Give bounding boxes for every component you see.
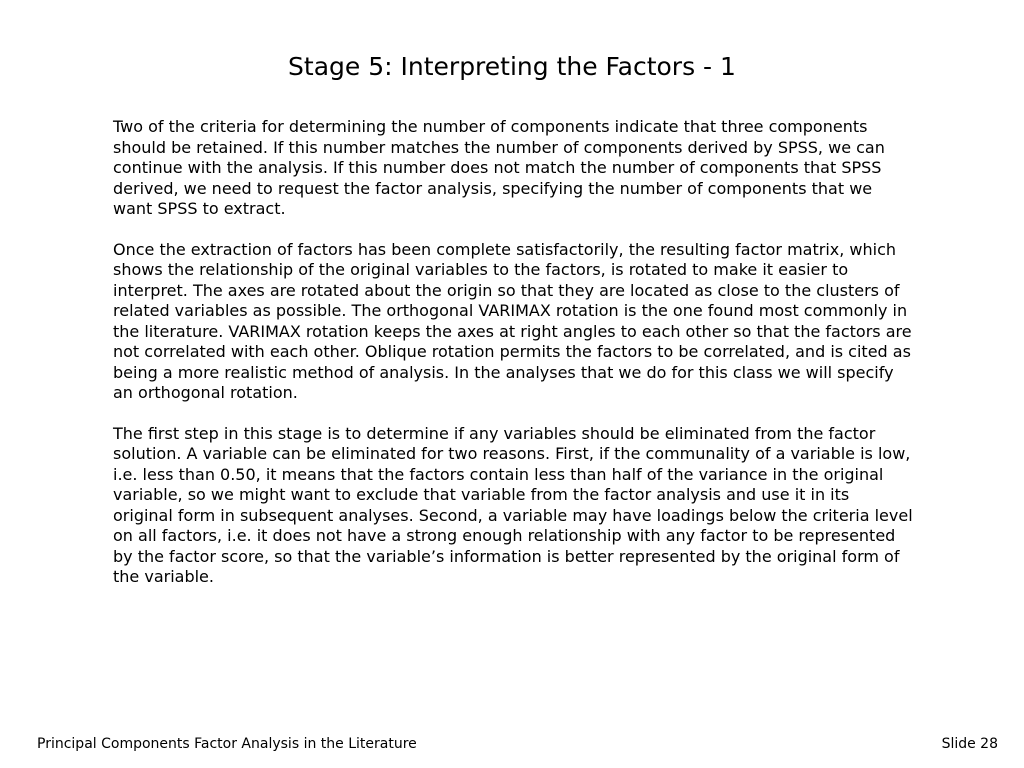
body-paragraph-2: Once the extraction of factors has been complete satisfactorily, the resulting factor matrix, which shows the relationship of the original variables to the factors, is rotated to make it easier to interpret. The axes are rotated about the origin so that they are located as close to the clusters of related variables as possible. The orthogonal VARIMAX rotation is the one found most commonly in the literature. VARIMAX rotation keeps the axes at right angles to each other so that the factors are not correlated with each other. Oblique rotation permits the factors to be correlated, and is cited as being a more realistic method of analysis. In the analyses that we do for this class we will specify an orthogonal rotation.: [113, 239, 912, 402]
body-paragraph-3: The first step in this stage is to determine if any variables should be eliminated from the factor solution. A variable can be eliminated for two reasons. First, if the communality of a variable is low, i.e. less than 0.50, it means that the factors contain less than half of the variance in the original variable, so we might want to exclude that variable from the factor analysis and use it in its original form in subsequent analyses. Second, a variable may have loadings below the criteria level on all factors, i.e. it does not have a strong enough relationship with any factor to be represented by the factor score, so that the variable’s information is better represented by the original form of the variable.: [113, 423, 913, 586]
footer-presentation-title: Principal Components Factor Analysis in the Literature: [37, 736, 417, 752]
slide-body: [113, 117, 913, 608]
slide-title: Stage 5: Interpreting the Factors - 1: [288, 52, 736, 81]
body-paragraph-1: Two of the criteria for determining the number of components indicate that three components should be retained. If this number matches the number of components derived by SPSS, we can continue with the analysis. If this number does not match the number of components that SPSS derived, we need to request the factor analysis, specifying the number of components that we want SPSS to extract.: [113, 117, 885, 218]
footer-slide-number: Slide 28: [941, 736, 998, 752]
